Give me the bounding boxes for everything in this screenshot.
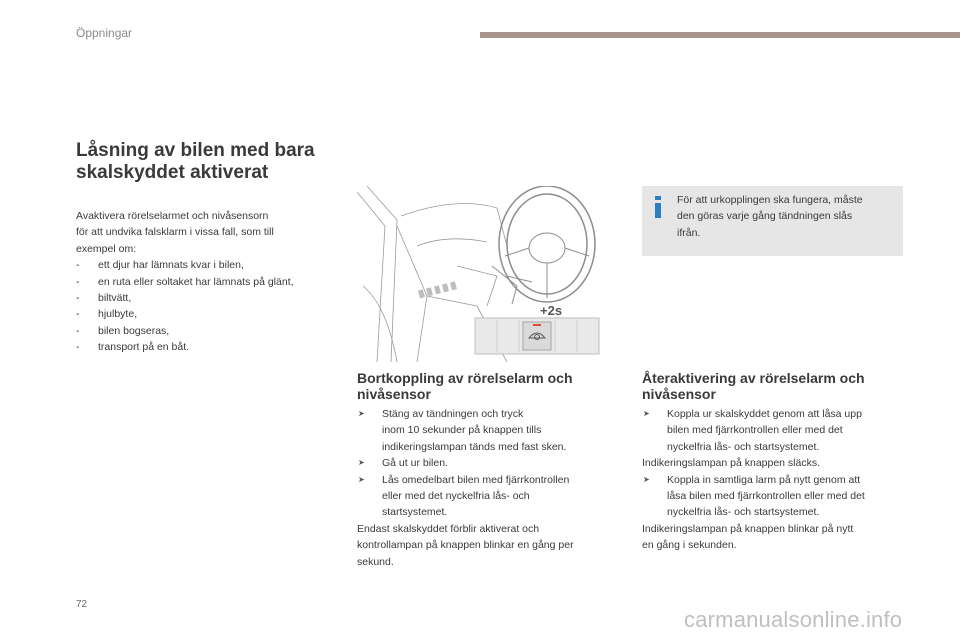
step-line: Lås omedelbart bilen med fjärrkontrollen — [382, 473, 570, 486]
intro-text — [76, 208, 346, 356]
enable-steps-2 — [642, 472, 917, 521]
step-item — [357, 406, 632, 455]
body-line: kontrollampan på knappen blinkar en gång per — [357, 539, 574, 552]
disable-title-line-2: nivåsensor — [357, 386, 431, 402]
step-line: Stäng av tändningen och tryck — [382, 408, 524, 420]
disable-section-title — [357, 370, 647, 402]
step-line: nyckelfria lås- och startsystemet. — [667, 506, 820, 519]
list-item: - ett djur har lämnats kvar i bilen, — [76, 257, 346, 273]
step-item — [357, 455, 632, 471]
info-box — [642, 186, 903, 256]
watermark: carmanualsonline.info — [684, 607, 903, 632]
step-line: Gå ut ur bilen. — [382, 457, 448, 470]
example-list — [76, 257, 346, 355]
step-line: eller med det nyckelfria lås- och — [382, 490, 530, 503]
step-line: nyckelfria lås- och startsystemet. — [667, 440, 820, 453]
step-item — [357, 472, 632, 521]
step-line: bilen med fjärrkontrollen eller med det — [667, 424, 843, 437]
page-title — [76, 140, 356, 184]
page-title-line-1: Låsning av bilen med bara — [76, 140, 315, 161]
disable-section-body — [357, 406, 632, 570]
step-line: Koppla in samtliga larm på nytt genom att — [667, 473, 861, 486]
info-icon — [653, 196, 663, 218]
body-line: Indikeringslampan på knappen blinkar på nytt — [642, 522, 854, 535]
step-line: indikeringslampan tänds med fast sken. — [382, 440, 567, 453]
alarm-button-indicator — [533, 324, 541, 326]
info-text — [677, 192, 897, 241]
enable-section-body — [642, 406, 917, 554]
step-line: inom 10 sekunder på knappen tills — [382, 424, 542, 437]
body-line: en gång i sekunden. — [642, 539, 737, 552]
intro-line: för att undvika falsklarm i vissa fall, som till — [76, 226, 274, 239]
step-line: Koppla ur skalskyddet genom att låsa upp — [667, 408, 862, 420]
intro-line: exempel om: — [76, 242, 137, 255]
step-marker-icon: ➤ — [358, 474, 365, 484]
alarm-button — [523, 322, 551, 350]
step-marker-icon: ➤ — [358, 409, 365, 418]
step-marker-icon: ➤ — [643, 409, 650, 418]
step-marker-icon: ➤ — [358, 458, 365, 468]
enable-title-line-2: nivåsensor — [642, 386, 716, 402]
step-line: startsystemet. — [382, 506, 448, 519]
step-item — [642, 472, 917, 521]
info-line: den göras varje gång tändningen slås — [677, 210, 853, 223]
body-line: Endast skalskyddet förblir aktiverat och — [357, 522, 540, 535]
disable-title-line-1: Bortkoppling av rörelselarm och — [357, 370, 573, 386]
step-marker-icon: ➤ — [643, 474, 650, 484]
body-line: Indikeringslampan på knappen släcks. — [642, 457, 821, 470]
intro-line: Avaktivera rörelselarmet och nivåsensorn — [76, 210, 269, 222]
page-title-line-2: skalskyddet aktiverat — [76, 162, 269, 183]
list-item: - biltvätt, — [76, 290, 346, 306]
list-item: - hjulbyte, — [76, 306, 346, 322]
enable-title-line-1: Återaktivering av rörelselarm och — [642, 370, 865, 386]
info-line: För att urkopplingen ska fungera, måste — [677, 194, 863, 206]
disable-steps — [357, 406, 632, 521]
enable-steps-1 — [642, 406, 917, 455]
body-line: sekund. — [357, 555, 394, 568]
enable-section-title — [642, 370, 932, 402]
page-number: 72 — [76, 599, 88, 610]
dashboard-illustration — [357, 186, 603, 362]
list-item: - bilen bogseras, — [76, 323, 346, 339]
step-line: låsa bilen med fjärrkontrollen eller med det — [667, 490, 865, 503]
info-line: ifrån. — [677, 226, 701, 239]
section-header: Öppningar — [76, 26, 133, 40]
header-bar — [480, 32, 960, 38]
list-item: - transport på en båt. — [76, 339, 346, 355]
hold-duration-label: +2s — [540, 303, 563, 318]
step-item — [642, 406, 917, 455]
list-item: - en ruta eller soltaket har lämnats på glänt, — [76, 274, 346, 290]
